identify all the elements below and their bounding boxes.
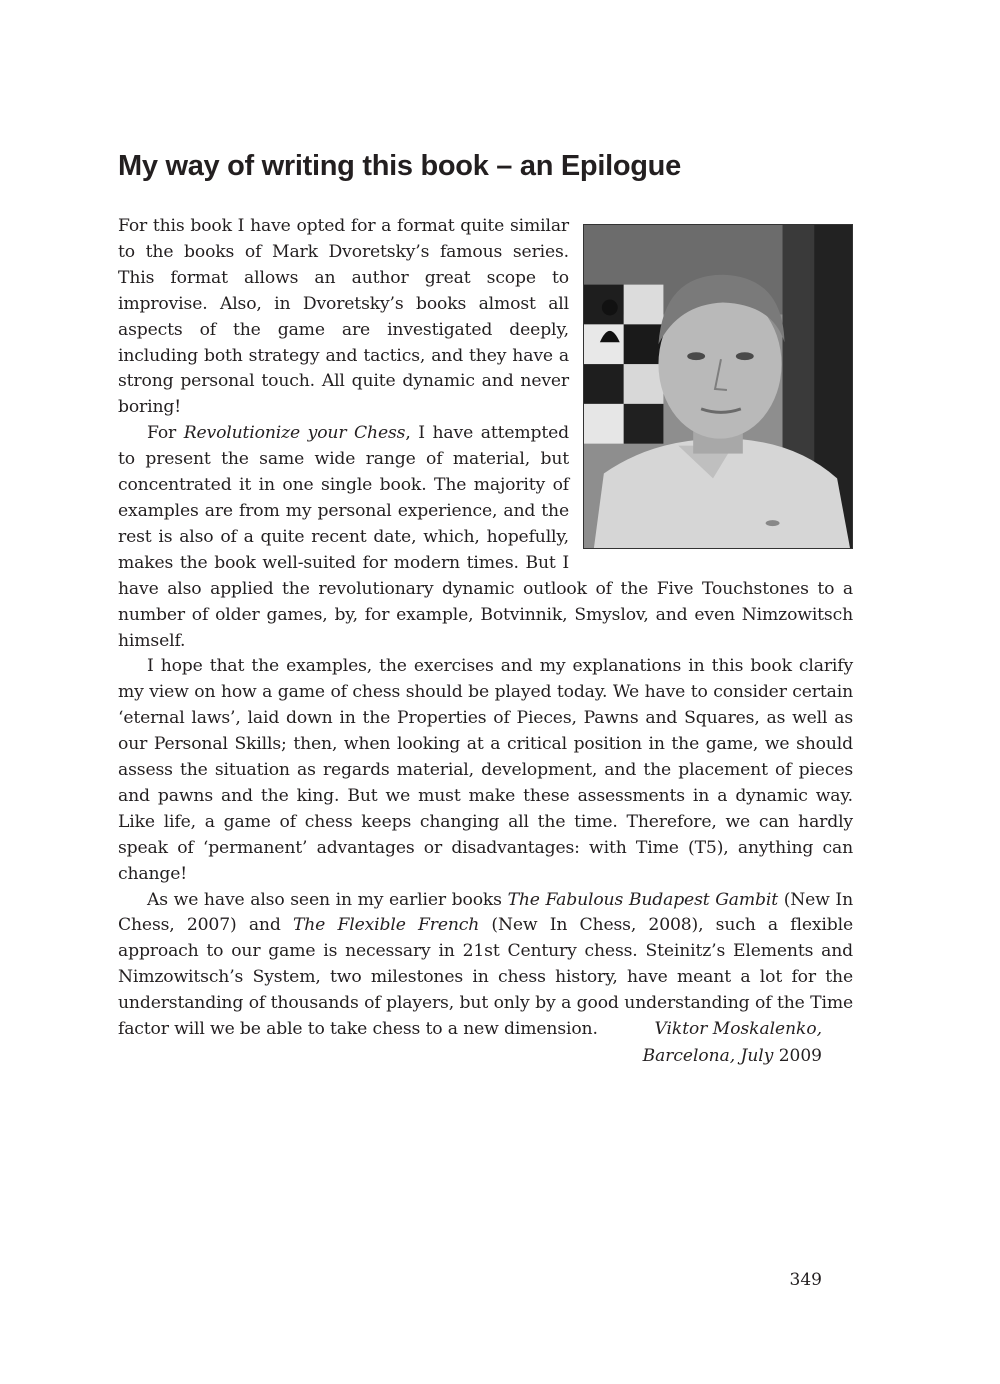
paragraph-1: For this book I have opted for a format quite similar to the books of Mark Dvoretsky’s famous series. This format allows an author great scope to improvise. Also, in Dvoretsky’s books almost all aspects of the game are investigated deeply, including both strategy and tactics, and they have a strong personal touch. All quite dynamic and never boring! bbox=[118, 216, 569, 418]
signature-place-date bbox=[643, 1043, 822, 1070]
paragraph-2-pre: For bbox=[147, 423, 184, 444]
signature-place: Barcelona, July bbox=[642, 1046, 779, 1066]
epilogue-body bbox=[118, 214, 853, 1043]
paragraph-3: I hope that the examples, the exercises and my explanations in this book clarify my view on how a game of chess should be played today. We have to consider certain ‘eternal laws’, laid down in the Properties of Pieces, Pawns and Squares, as well as our Personal Skills; then, when looking at a critical position in the game, we should assess the situation as regards material, development, and the placement of pieces and pawns and the king. But we must make these assessments in a dynamic way. Like life, a game of chess keeps changing all the time. Therefore, we can hardly speak of ‘permanent’ advantages or disadvantages: with Time (T5), anything can change! bbox=[118, 656, 853, 884]
page-title: My way of writing this book – an Epilogue bbox=[118, 150, 681, 182]
paragraph-2-post: , I have attempted to present the same wide range of material, but concentrated it in one single book. The majority of examples are from my personal experience, and the rest is also of a quite recent date, which, hopefully, makes the book well-suited for modern times. But I have also applied the revolutionary dynamic outlook of the Five Touchstones to a number of older games, by, for example, Botvinnik, Smyslov, and even Nimzowitsch himself. bbox=[118, 423, 853, 651]
paragraph-4-part-1: As we have also seen in my earlier books bbox=[147, 889, 508, 910]
author-name: Viktor Moskalenko, bbox=[654, 1019, 822, 1039]
portrait-image bbox=[584, 225, 852, 548]
book-title-revolutionize: Revolutionize your Chess bbox=[183, 423, 406, 444]
paragraph-4-part-2: (New In Chess, 2007) and bbox=[118, 889, 853, 936]
paragraph-4-part-3: (New In Chess, 2008), such a flexible approach to our game is necessary in 21st Century chess. Steinitz’s Elements and Nimzowitsch’s System, two milestones in chess history, have meant a lot for the understanding of thousands of players, but only by a good understanding of the Time factor will we be able to take chess to a new dimension. bbox=[118, 915, 853, 1040]
author-portrait-photo bbox=[583, 224, 853, 549]
book-title-budapest-gambit: The Fabulous Budapest Gambit bbox=[507, 889, 778, 910]
page-number: 349 bbox=[789, 1270, 822, 1290]
author-signature bbox=[643, 1016, 822, 1070]
book-title-flexible-french: The Flexible French bbox=[292, 915, 480, 936]
signature-year: 2009 bbox=[778, 1046, 822, 1066]
